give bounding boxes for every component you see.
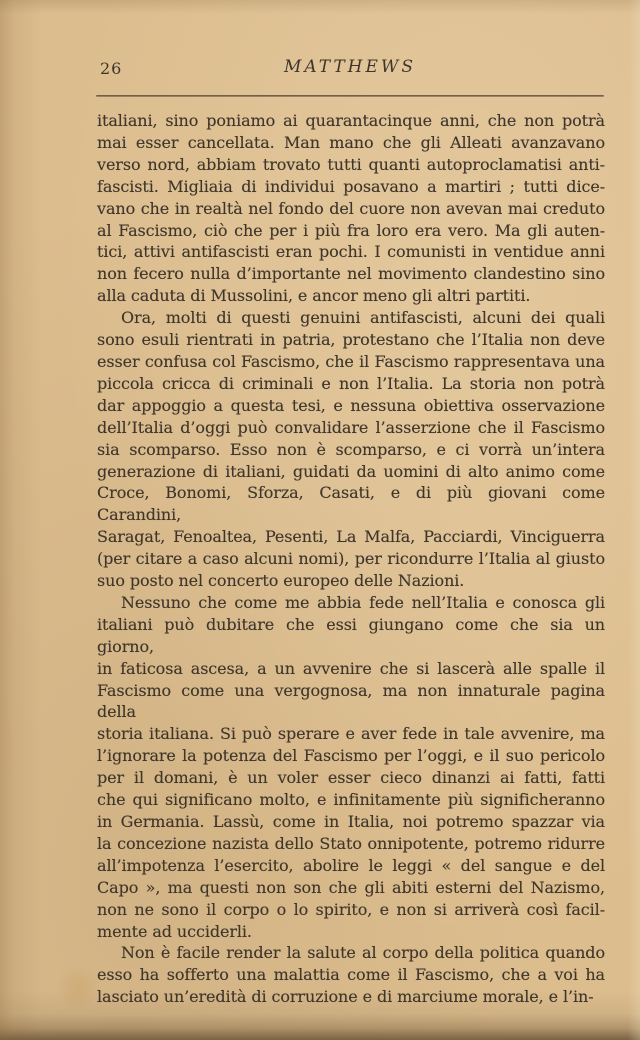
text-line: vano che in realtà nel fondo del cuore non avevan mai creduto xyxy=(97,198,605,218)
text-line: la concezione nazista dello Stato onnipotente, potremo ridurre xyxy=(97,833,605,853)
page-number: 26 xyxy=(100,59,123,78)
text-line: dell’Italia d’oggi può convalidare l’asserzione che il Fascismo xyxy=(97,417,605,437)
paragraph xyxy=(97,307,605,592)
text-line: Capo », ma questi non son che gli abiti esterni del Nazismo, xyxy=(97,877,605,897)
text-line: Nessuno che come me abbia fede nell’Italia e conosca gli xyxy=(121,592,605,612)
text-line: italiani, sino poniamo ai quarantacinque anni, che non potrà xyxy=(97,111,605,130)
text-line: lasciato un’eredità di corruzione e di marciume morale, e l’in- xyxy=(97,987,594,1007)
text-line: Fascismo come una vergognosa, ma non innaturale pagina della xyxy=(97,680,605,722)
text-line: piccola cricca di criminali e non l’Italia. La storia non potrà xyxy=(97,373,605,393)
paragraph xyxy=(97,942,605,1008)
text-line: fascisti. Migliaia di individui posavano a martiri ; tutti dice- xyxy=(97,176,605,196)
text-line: Non è facile render la salute al corpo della politica quando xyxy=(121,943,605,963)
text-line: dar appoggio a questa tesi, e nessuna obiettiva osservazione xyxy=(97,395,605,415)
text-line: non ne sono il corpo o lo spirito, e non si arriverà così facil- xyxy=(97,899,605,919)
text-line: esso ha sofferto una malattia come il Fascismo, che a voi ha xyxy=(97,965,605,985)
text-line: all’impotenza l’esercito, abolire le leggi « del sangue e del xyxy=(97,855,605,875)
text-line: l’ignorare la potenza del Fascismo per l’oggi, e il suo pericolo xyxy=(97,746,605,766)
text-line: che qui significano molto, e infinitamente più significheranno xyxy=(97,790,605,810)
text-line: per il domani, è un voler esser cieco dinanzi ai fatti, fatti xyxy=(97,768,605,788)
header-rule xyxy=(96,95,604,97)
text-line: in Germania. Lassù, come in Italia, noi potremo spazzar via xyxy=(97,812,605,831)
text-line: non fecero nulla d’importante nel movimento clandestino sino xyxy=(97,264,605,284)
text-line: sono esuli rientrati in patria, protestano che l’Italia non deve xyxy=(97,330,605,350)
text-line: in faticosa ascesa, a un avvenire che si lascerà alle spalle il xyxy=(97,658,605,678)
paragraph xyxy=(97,110,605,307)
text-line: sia scomparso. Esso non è scomparso, e ci vorrà un’intera xyxy=(97,439,605,459)
running-header xyxy=(97,57,603,81)
text-line: alla caduta di Mussolini, e ancor meno gli altri partiti. xyxy=(97,286,531,306)
text-line: mente ad ucciderli. xyxy=(97,921,252,941)
running-head-title: MATTHEWS xyxy=(283,57,417,77)
text-line: suo posto nel concerto europeo delle Nazioni. xyxy=(97,571,465,591)
text-line: verso nord, abbiam trovato tutti quanti autoproclamatisi anti- xyxy=(97,154,605,174)
text-line: italiani può dubitare che essi giungano come che sia un giorno, xyxy=(97,614,605,656)
text-line: Saragat, Fenoaltea, Pesenti, La Malfa, Pacciardi, Vinciguerra xyxy=(97,527,605,547)
text-block xyxy=(97,110,605,1008)
text-line: Croce, Bonomi, Sforza, Casati, e di più giovani come Carandini, xyxy=(97,483,605,525)
paragraph xyxy=(97,592,605,943)
text-line: generazione di italiani, guidati da uomini di alto animo come xyxy=(97,461,605,481)
text-line: (per citare a caso alcuni nomi), per ricondurre l’Italia al giusto xyxy=(97,549,605,569)
text-line: Ora, molti di questi genuini antifascisti, alcuni dei quali xyxy=(121,308,605,328)
text-line: al Fascismo, ciò che per i più fra loro era vero. Ma gli auten- xyxy=(97,220,605,240)
text-line: esser confusa col Fascismo, che il Fascismo rappresentava una xyxy=(97,351,605,371)
text-line: tici, attivi antifascisti eran pochi. I comunisti in ventidue anni xyxy=(97,242,605,262)
text-line: mai esser cancellata. Man mano che gli Alleati avanzavano xyxy=(97,132,605,152)
text-line: storia italiana. Si può sperare e aver fede in tale avvenire, ma xyxy=(97,724,605,744)
